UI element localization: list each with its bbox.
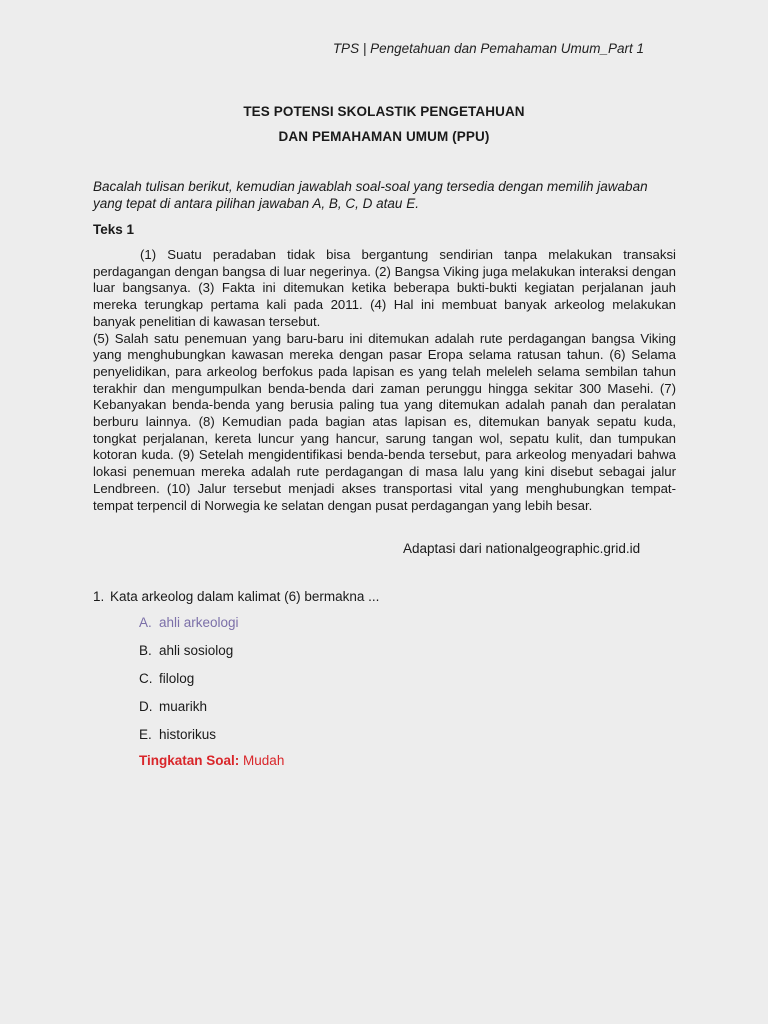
passage-paragraph-1: (1) Suatu peradaban tidak bisa bergantung sendirian tanpa melakukan transaksi perdagangan dengan bangsa di luar negerinya. (2) Bangsa Viking juga melakukan interaksi dengan luar bangsanya. (3) Fakta ini ditemukan ketika beberapa bukti-bukti kegiatan perjalanan jauh mereka terungkap pertama kali pada 2011. (4) Hal ini membuat banyak arkeolog melakukan banyak penelitian di kawasan tersebut. [93, 247, 676, 329]
question-text: Kata arkeolog dalam kalimat (6) bermakna ... [110, 589, 380, 604]
option-text: filolog [159, 671, 195, 686]
source-citation: Adaptasi dari nationalgeographic.grid.id [403, 541, 641, 556]
option-d[interactable] [139, 699, 239, 727]
answer-options [139, 615, 239, 755]
text-label: Teks 1 [93, 222, 135, 237]
reading-passage [93, 247, 676, 514]
option-text: ahli sosiolog [159, 643, 234, 658]
option-text: muarikh [159, 699, 208, 714]
option-letter: C. [139, 671, 153, 686]
title-line-1: TES POTENSI SKOLASTIK PENGETAHUAN [243, 104, 525, 119]
question-1 [93, 589, 379, 604]
option-letter: B. [139, 643, 152, 658]
instruction-text: Bacalah tulisan berikut, kemudian jawablah soal-soal yang tersedia dengan memilih jawaban yang tepat di antara pilihan jawaban A, B, C, D atau E. [93, 179, 648, 211]
difficulty-label: Tingkatan Soal: [139, 753, 240, 768]
option-text: ahli arkeologi [159, 615, 239, 630]
option-letter: A. [139, 615, 152, 630]
question-number: 1. [93, 589, 105, 604]
option-e[interactable] [139, 727, 239, 755]
option-text: historikus [159, 727, 217, 742]
page-header: TPS | Pengetahuan dan Pemahaman Umum_Part 1 [332, 41, 644, 56]
option-b[interactable] [139, 643, 239, 671]
option-a[interactable] [139, 615, 239, 643]
passage-paragraph-2: (5) Salah satu penemuan yang baru-baru ini ditemukan adalah rute perdagangan bangsa Viking yang menghubungkan kawasan mereka dengan pasar Eropa selama ratusan tahun. (6) Selama penyelidikan, para arkeolog berfokus pada lapisan es yang telah meleleh selama sembilan tahun terakhir dan mengumpulkan benda-benda dari zaman perunggu hingga sekitar 300 Masehi. (7) Kebanyakan benda-benda yang berusia paling tua yang ditemukan adalah panah dan peralatan berburu lainnya. (8) Kemudian pada bagian atas lapisan es, ditemukan banyak sepatu kuda, tongkat perjalanan, kereta luncur yang hancur, sarung tangan wol, sepatu kulit, dan tumpukan kotoran kuda. (9) Setelah mengidentifikasi benda-benda tersebut, para arkeolog menyadari bahwa lokasi penemuan mereka adalah rute perdagangan di masa lalu yang kini disebut sebagai jalur Lendbreen. (10) Jalur tersebut menjadi akses transportasi vital yang menghubungkan tempat-tempat terpencil di Norwegia ke selatan dengan pusat perdagangan yang lebih besar. [93, 330, 676, 513]
option-letter: D. [139, 699, 153, 714]
title-line-2: DAN PEMAHAMAN UMUM (PPU) [278, 129, 490, 144]
option-c[interactable] [139, 671, 239, 699]
option-letter: E. [139, 727, 152, 742]
difficulty-level [139, 753, 284, 768]
difficulty-value: Mudah [243, 753, 285, 768]
